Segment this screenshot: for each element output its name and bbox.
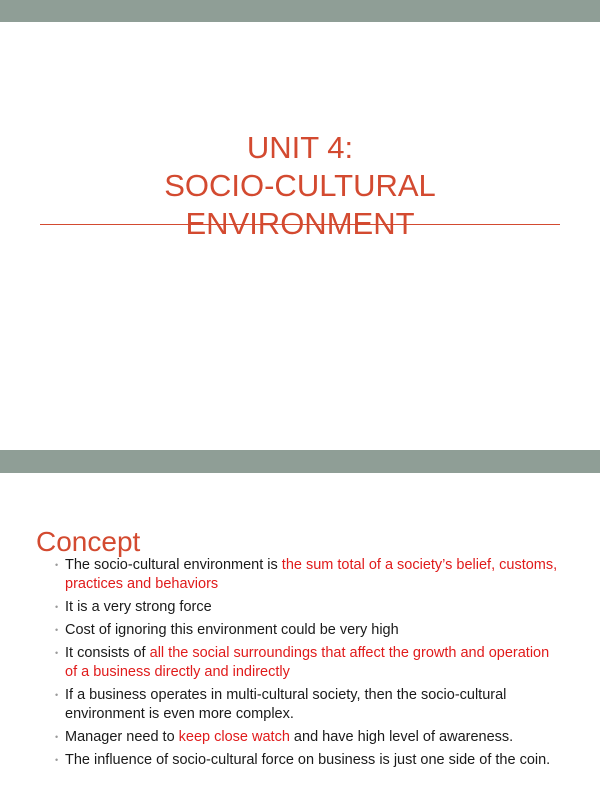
bullet-item — [55, 621, 565, 640]
bullet-item — [55, 751, 565, 770]
bullet-highlight: all the social surroundings that affect the growth and operation of a business directly and indirectly — [65, 645, 550, 680]
bullet-text: Manager need to — [65, 729, 179, 745]
bullet-item — [55, 728, 565, 747]
slide-title — [40, 129, 560, 243]
bullet-list — [55, 556, 565, 774]
bullet-text: The socio-cultural environment is — [65, 557, 282, 573]
bullet-text: If a business operates in multi-cultural society, then the socio-cultural environment is even more complex. — [65, 687, 507, 722]
bullet-text: and have high level of awareness. — [289, 729, 514, 745]
bullet-icon: • — [55, 732, 59, 742]
bullet-icon: • — [55, 755, 59, 765]
title-divider — [40, 224, 560, 225]
concept-slide — [0, 450, 600, 800]
slide-heading: Concept — [36, 526, 141, 558]
bullet-text: It consists of — [65, 645, 150, 661]
bullet-icon: • — [55, 602, 59, 612]
bullet-highlight: keep close watch — [178, 729, 290, 745]
slide-header-band — [0, 450, 600, 473]
bullet-icon: • — [55, 560, 59, 570]
bullet-text: The influence of socio-cultural force on business is just one side of the coin. — [65, 752, 551, 768]
bullet-item — [55, 644, 565, 682]
bullet-item — [55, 598, 565, 617]
bullet-text: It is a very strong force — [65, 599, 212, 615]
bullet-item — [55, 686, 565, 724]
bullet-icon: • — [55, 648, 59, 658]
title-line: SOCIO-CULTURAL — [164, 167, 436, 203]
title-line: ENVIRONMENT — [185, 205, 415, 241]
slide-header-band — [0, 0, 600, 22]
bullet-icon: • — [55, 625, 59, 635]
bullet-highlight: the sum total of a society’s belief, customs, practices and behaviors — [65, 557, 558, 592]
bullet-text: Cost of ignoring this environment could be very high — [65, 622, 399, 638]
bullet-item — [55, 556, 565, 594]
bullet-icon: • — [55, 690, 59, 700]
title-line: UNIT 4: — [246, 129, 354, 165]
